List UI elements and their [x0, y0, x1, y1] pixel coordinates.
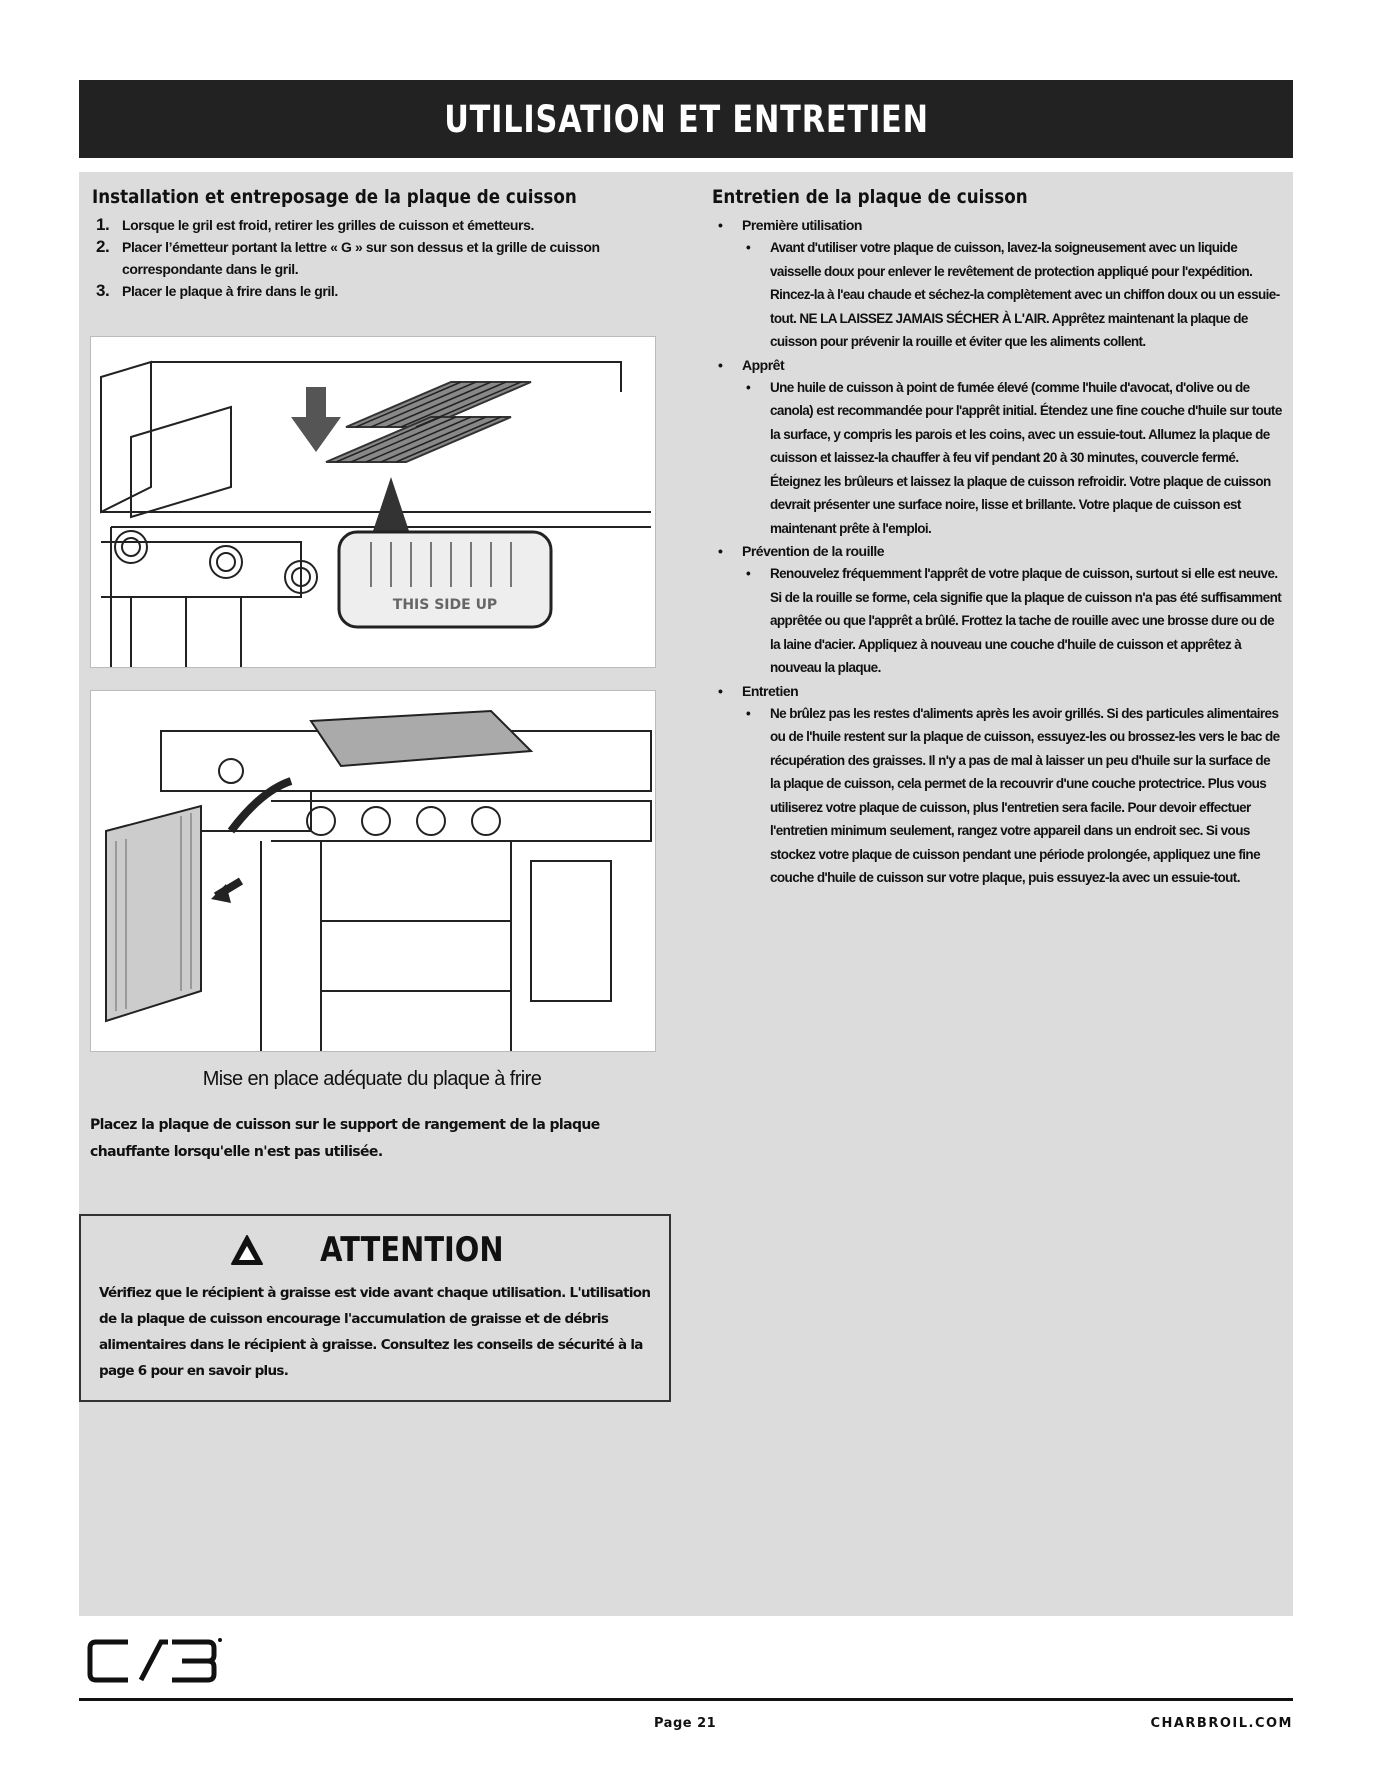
- step-item: 2. Placer l’émetteur portant la lettre « G » sur son dessus et la grille de cuisson correspondante dans le gril.: [96, 237, 600, 277]
- installation-steps: [92, 214, 692, 302]
- storage-note: Placez la plaque de cuisson sur le support de rangement de la plaque chauffante lorsqu'elle n'est pas utilisée.: [90, 1117, 600, 1160]
- page-number: Page 21: [654, 1716, 717, 1731]
- page-header: [79, 80, 1293, 158]
- maintenance-section: [712, 186, 1282, 890]
- cb-logo-icon: [86, 1634, 226, 1693]
- footer-divider: [79, 1698, 1293, 1701]
- warning-icon: [230, 1234, 264, 1266]
- page-title: UTILISATION ET ENTRETIEN: [443, 97, 929, 141]
- grill-install-illustration: [90, 336, 656, 668]
- maintenance-item: • Première utilisation • Avant d'utiliser votre plaque de cuisson, lavez-la soigneusement avec un liquide vaisselle doux pour enlever le revêtement de protection appliqué pour l'expédition. Rincez-la à l'eau chaude et séchez-la complètement avec un chiffon doux ou un essuie-tout. NE LA LAISSEZ JAMAIS SÉCHER À L'AIR. Apprêtez maintenant la plaque de cuisson pour prévenir la rouille et éviter que les aliments collent.: [712, 214, 1282, 354]
- website-url: CHARBROIL.COM: [1150, 1716, 1293, 1731]
- this-side-up-label: THIS SIDE UP: [392, 597, 498, 613]
- griddle-storage-illustration: [90, 690, 656, 1052]
- grill-grate-drawing: [91, 337, 655, 667]
- step-item: 1. Lorsque le gril est froid, retirer les grilles de cuisson et émetteurs.: [96, 215, 534, 234]
- maintenance-text: • Ne brûlez pas les restes d'aliments après les avoir grillés. Si des particules alimentaires ou de l'huile restent sur la plaque de cuisson, essuyez-les ou brossez-les vers le bac de récupération des graisses. Il n'y a pas de mal à laisser un peu d'huile sur la surface de la plaque de cuisson, cela permet de la recouvrir d'une couche protectrice. Plus vous utiliserez votre plaque de cuisson, plus l'entretien sera facile. Pour devoir effectuer l'entretien minimum seulement, rangez votre appareil dans un endroit sec. Si vous stockez votre plaque de cuisson pendant une période prolongée, appliquez une fine couche d'huile de cuisson sur votre plaque, puis essuyez-la avec un essuie-tout.: [742, 702, 1282, 890]
- maintenance-item: • Apprêt • Une huile de cuisson à point de fumée élevé (comme l'huile d'avocat, d'olive ou de canola) est recommandée pour l'apprêt initial. Étendez une fine couche d'huile sur toute la surface, y compris les parois et les coins, avec un essuie-tout. Allumez la plaque de cuisson et laissez-la chauffer à feu vif pendant 20 à 30 minutes, couvercle fermé. Éteignez les brûleurs et laissez la plaque de cuisson refroidir. Votre plaque de cuisson devrait présenter une surface noire, lisse et brillante. Votre plaque de cuisson est maintenant prête à l'emploi.: [712, 354, 1282, 541]
- maintenance-list: [712, 214, 1282, 890]
- maintenance-text: • Renouvelez fréquemment l'apprêt de votre plaque de cuisson, surtout si elle est neuve. Si de la rouille se forme, cela signifie que la plaque de cuisson n'a pas été suffisamment apprêtée ou que l'apprêt a brûlé. Frottez la tache de rouille avec une brosse dure ou de la laine d'acier. Appliquez à nouveau une couche d'huile de cuisson et apprêtez à nouveau la plaque.: [742, 562, 1282, 680]
- maintenance-item: • Prévention de la rouille • Renouvelez fréquemment l'apprêt de votre plaque de cuisson, surtout si elle est neuve. Si de la rouille se forme, cela signifie que la plaque de cuisson n'a pas été suffisamment apprêtée ou que l'apprêt a brûlé. Frottez la tache de rouille avec une brosse dure ou de la laine d'acier. Appliquez à nouveau une couche d'huile de cuisson et apprêtez à nouveau la plaque.: [712, 540, 1282, 680]
- maintenance-text: • Une huile de cuisson à point de fumée élevé (comme l'huile d'avocat, d'olive ou de canola) est recommandée pour l'apprêt initial. Étendez une fine couche d'huile sur toute la surface, y compris les parois et les coins, avec un essuie-tout. Allumez la plaque de cuisson et laissez-la chauffer à feu vif pendant 20 à 30 minutes, couvercle fermé. Éteignez les brûleurs et laissez la plaque de cuisson refroidir. Votre plaque de cuisson devrait présenter une surface noire, lisse et brillante. Votre plaque de cuisson est maintenant prête à l'emploi.: [742, 376, 1282, 541]
- attention-title: ATTENTION: [320, 1230, 504, 1270]
- maintenance-item: • Entretien • Ne brûlez pas les restes d'aliments après les avoir grillés. Si des particules alimentaires ou de l'huile restent sur la plaque de cuisson, essuyez-les ou brossez-les vers le bac de récupération des graisses. Il n'y a pas de mal à laisser un peu d'huile sur la surface de la plaque de cuisson, cela permet de la recouvrir d'une couche protectrice. Plus vous utiliserez votre plaque de cuisson, plus l'entretien sera facile. Pour devoir effectuer l'entretien minimum seulement, rangez votre appareil dans un endroit sec. Si vous stockez votre plaque de cuisson pendant une période prolongée, appliquez une fine couche d'huile de cuisson sur votre plaque, puis essuyez-la avec un essuie-tout.: [712, 680, 1282, 890]
- attention-header: [81, 1228, 669, 1272]
- attention-text: Vérifiez que le récipient à graisse est vide avant chaque utilisation. L'utilisation de la plaque de cuisson encourage l'accumulation de graisse et de débris alimentaires dans le récipient à graisse. Consultez les conseils de sécurité à la page 6 pour en savoir plus.: [99, 1285, 651, 1379]
- step-item: 3. Placer le plaque à frire dans le gril.: [96, 281, 338, 300]
- figure-caption: Mise en place adéquate du plaque à frire: [202, 1068, 542, 1090]
- attention-box: [79, 1214, 671, 1402]
- installation-title: Installation et entreposage de la plaque de cuisson: [92, 186, 577, 208]
- maintenance-title: Entretien de la plaque de cuisson: [712, 186, 1028, 208]
- maintenance-text: • Avant d'utiliser votre plaque de cuisson, lavez-la soigneusement avec un liquide vaisselle doux pour enlever le revêtement de protection appliqué pour l'expédition. Rincez-la à l'eau chaude et séchez-la complètement avec un chiffon doux ou un essuie-tout. NE LA LAISSEZ JAMAIS SÉCHER À L'AIR. Apprêtez maintenant la plaque de cuisson pour prévenir la rouille et éviter que les aliments collent.: [742, 236, 1282, 354]
- installation-section: [92, 186, 692, 302]
- griddle-drawing: [91, 691, 655, 1051]
